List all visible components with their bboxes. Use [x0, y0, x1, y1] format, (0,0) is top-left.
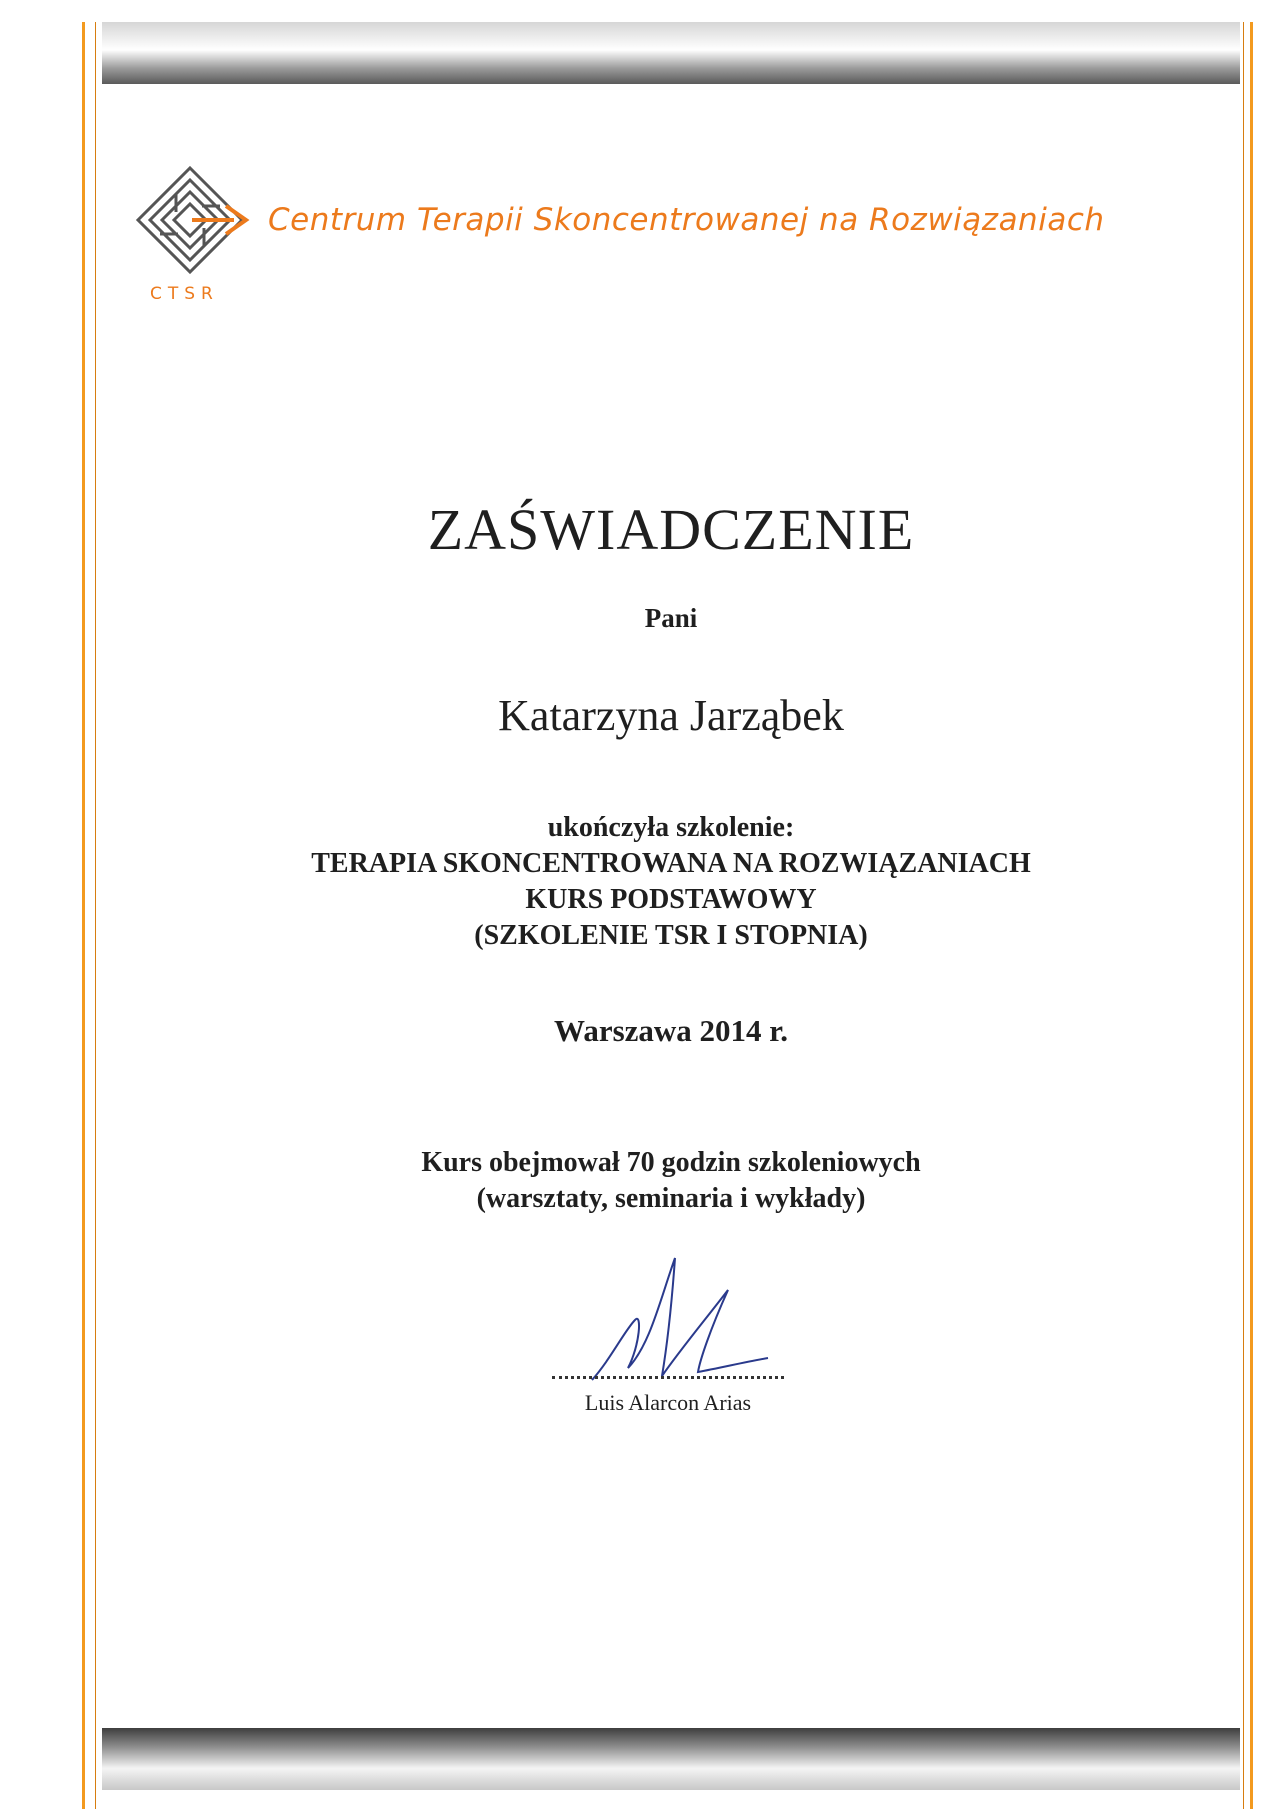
course-description	[102, 810, 1240, 954]
organization-name: Centrum Terapii Skoncentrowanej na Rozwiązaniach	[268, 202, 1105, 238]
top-decorative-bar	[102, 22, 1240, 84]
left-frame-line	[82, 22, 85, 1809]
course-level-line: KURS PODSTAWOWY	[525, 884, 817, 915]
handwritten-signature	[580, 1250, 770, 1390]
course-name-line: TERAPIA SKONCENTROWANA NA ROZWIĄZANIACH	[311, 848, 1031, 879]
hours-line: Kurs obejmował 70 godzin szkoleniowych	[421, 1147, 921, 1178]
signatory-name: Luis Alarcon Arias	[584, 1390, 752, 1415]
salutation: Pani	[644, 603, 698, 633]
right-frame-line-inner	[1243, 22, 1244, 1809]
place-and-date: Warszawa 2014 r.	[554, 1013, 788, 1048]
left-frame-line-inner	[95, 22, 96, 1809]
right-frame-line	[1250, 22, 1253, 1809]
bottom-decorative-bar	[102, 1728, 1240, 1790]
organization-abbreviation: CTSR	[150, 284, 219, 304]
completion-line: ukończyła szkolenie:	[547, 812, 795, 843]
recipient-name: Katarzyna Jarząbek	[498, 691, 844, 740]
maze-arrow-logo-icon	[130, 164, 250, 284]
certificate-title: ZAŚWIADCZENIE	[427, 497, 915, 562]
hours-detail-line: (warsztaty, seminaria i wykłady)	[476, 1183, 866, 1214]
course-degree-line: (SZKOLENIE TSR I STOPNIA)	[474, 920, 868, 951]
signature-line	[552, 1376, 784, 1379]
course-hours	[102, 1145, 1240, 1217]
